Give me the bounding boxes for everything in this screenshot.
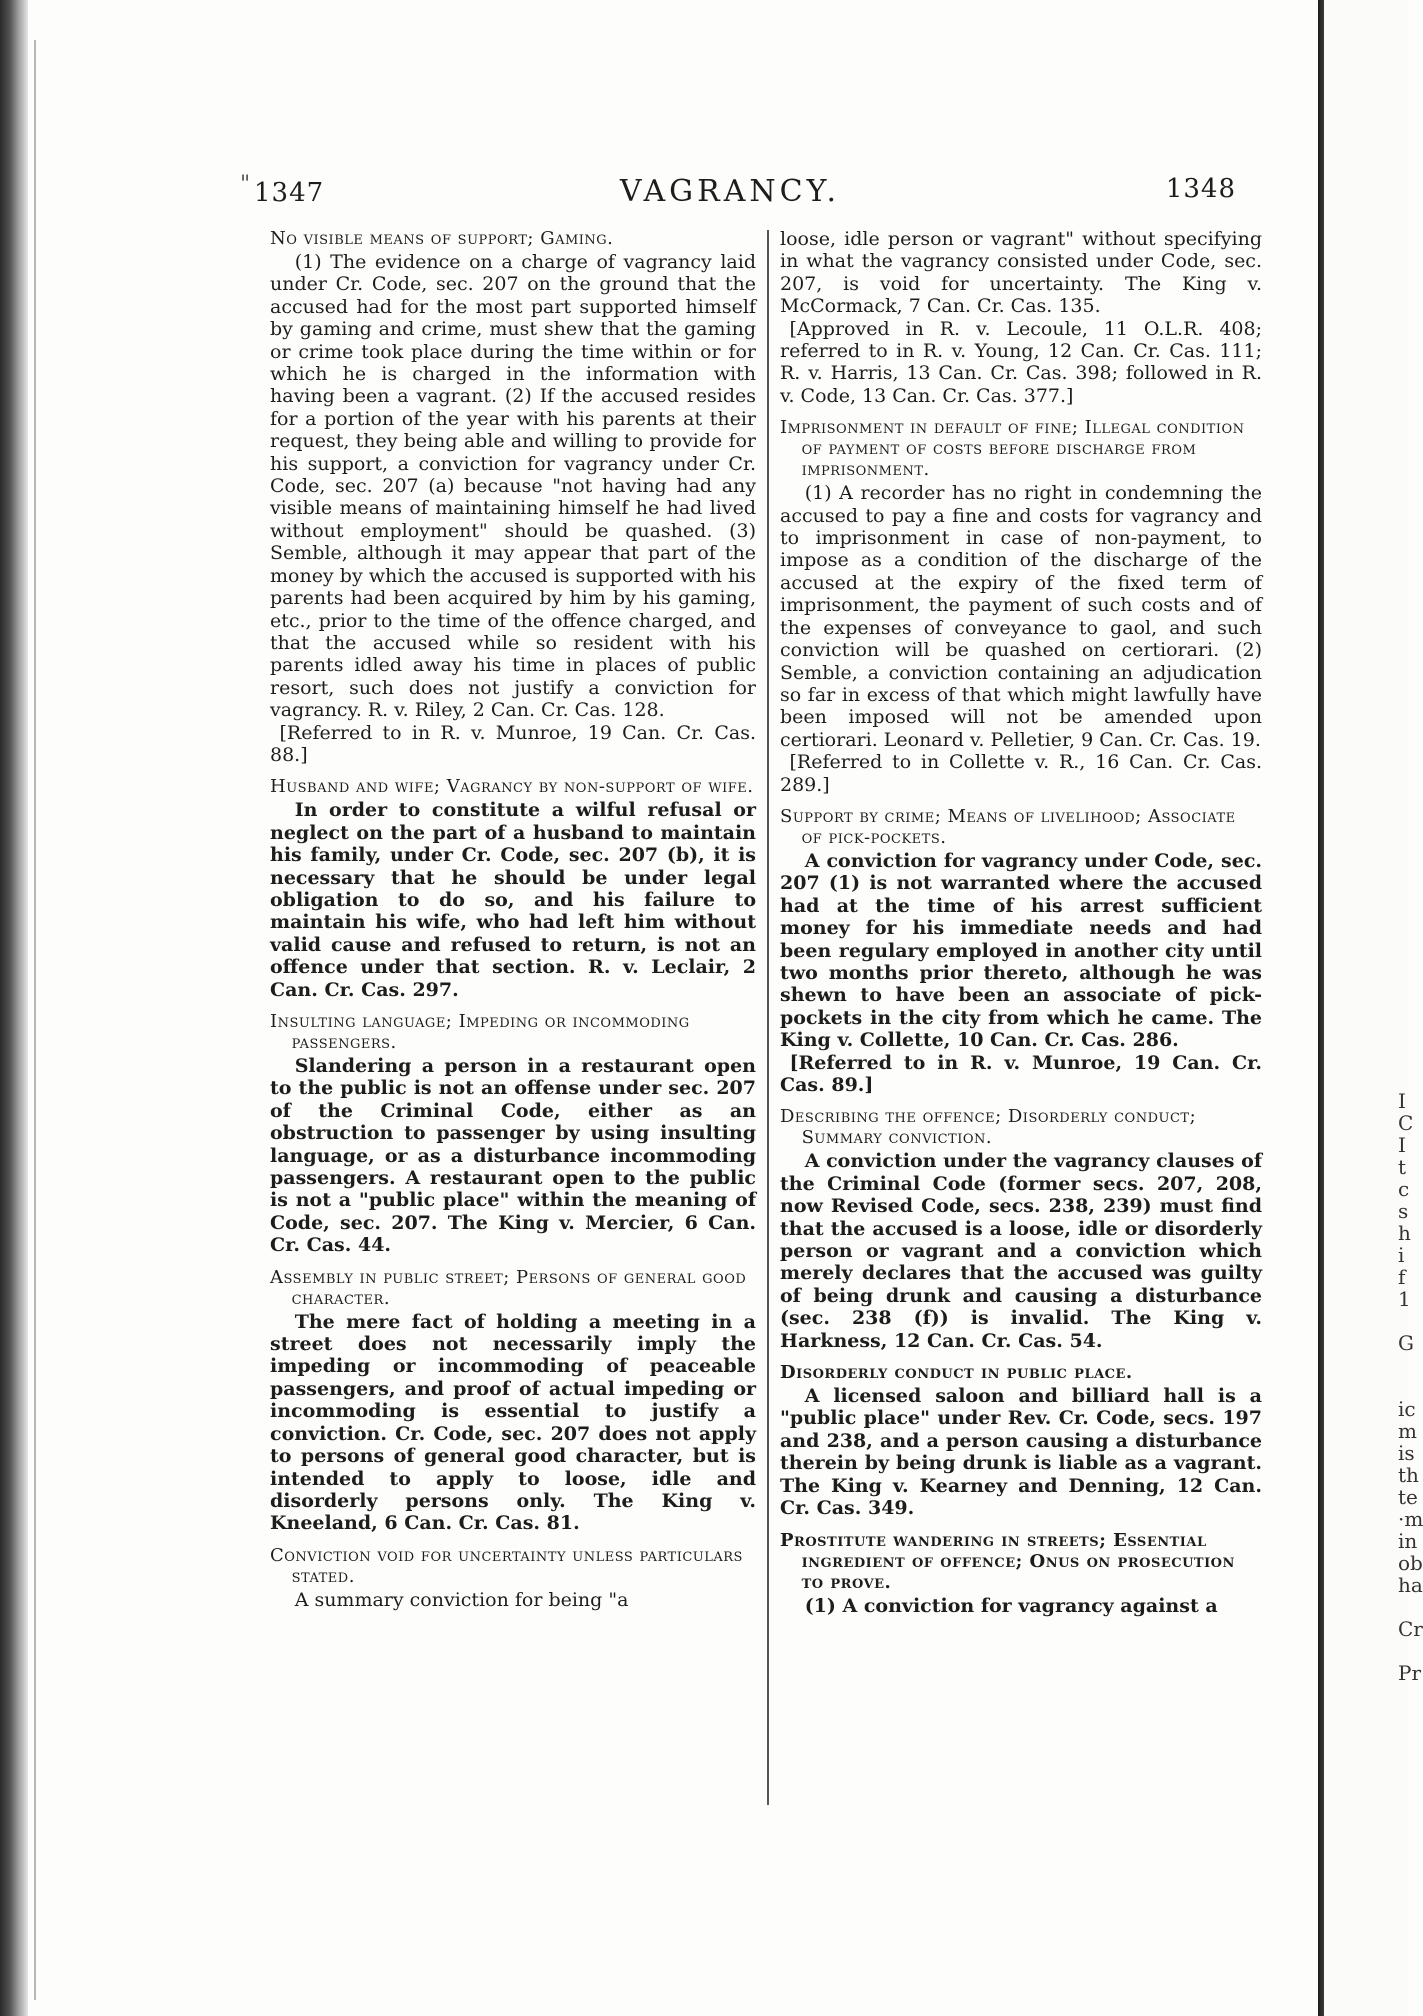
book-binding-edge [0, 0, 28, 2016]
section-heading: Insulting language; Impeding or incommoding passengers. [270, 1011, 690, 1053]
section-heading: Describing the offence; Disorderly conduct; Summary conviction. [780, 1106, 1197, 1149]
page-mark: " [240, 172, 251, 197]
section-text: A summary conviction for being "a [294, 1588, 629, 1611]
section-heading: Support by crime; Means of livelihood; Associate of pick-pockets. [780, 805, 1236, 848]
section-text: A conviction for vagrancy under Code, sec. 207 (1) is not warranted where the accused had at the time of his arrest sufficient money for his immediate needs and had been regulary employed in another city until two months prior thereto, although he was shewn to have been an associate of pick-pockets in the city from which he came. The King v. Collette, 10 Can. Cr. Cas. 286. [780, 849, 1262, 1052]
fragment: m [1398, 1419, 1417, 1443]
fragment: is [1398, 1441, 1415, 1465]
case-note: [Referred to in R. v. Munroe, 19 Can. Cr. Cas. 88.] [270, 721, 756, 766]
fragment: f [1398, 1265, 1406, 1289]
page-number-right: 1348 [1165, 174, 1236, 204]
fragment: ic [1398, 1397, 1416, 1421]
fragment [1398, 1354, 1408, 1376]
fragment: ob [1398, 1551, 1423, 1575]
fragment: s [1398, 1199, 1409, 1223]
section-text: The mere fact of holding a meeting in a street does not necessarily imply the impeding or incommoding of peaceable passengers, and proof of actual impeding or incommoding is essential to justify a conviction. Cr. Code, sec. 207 does not apply to persons of general good character, but is intended to apply to loose, idle and disorderly persons only. The King v. Kneeland, 6 Can. Cr. Cas. 81. [270, 1310, 756, 1535]
fragment [1398, 1310, 1408, 1332]
fragment: c [1398, 1177, 1410, 1201]
section-heading: Prostitute wandering in streets; Essential ingredient of offence; Onus on prosecution to prove. [780, 1529, 1235, 1593]
fragment: 1 [1398, 1287, 1411, 1311]
fragment: I [1398, 1089, 1406, 1113]
case-note: [Referred to in R. v. Munroe, 19 Can. Cr. Cas. 89.] [780, 1051, 1262, 1096]
fragment: Pr [1398, 1661, 1422, 1685]
fragment: ·m [1398, 1507, 1423, 1531]
fragment: ha [1398, 1573, 1423, 1597]
section-text: (1) A recorder has no right in condemning the accused to pay a fine and costs for vagrancy and to imprisonment in case of non-payment, to impose as a condition of the discharge of the accused at the expiry of the fixed term of imprisonment, the payment of such costs and of the expenses of conveyance to gaol, and such conviction will be quashed on certiorari. (2) Semble, a conviction containing an adjudication so far in excess of that which might lawfully have been imposed will not be amended upon certiorari. Leonard v. Pelletier, 9 Can. Cr. Cas. 19. [780, 482, 1262, 751]
case-note: [Approved in R. v. Lecoule, 11 O.L.R. 408; referred to in R. v. Young, 12 Can. Cr. Cas. 111; R. v. Harris, 13 Can. Cr. Cas. 398; followed in R. v. Code, 13 Can. Cr. Cas. 377.] [780, 317, 1262, 407]
section-heading: No visible means of support; Gaming. [270, 228, 614, 249]
fragment: C [1398, 1111, 1414, 1135]
section-heading: Imprisonment in default of fine; Illegal condition of payment of costs before discharge from imprisonment. [780, 417, 1245, 481]
fragment [1398, 1596, 1408, 1618]
section-text: (1) The evidence on a charge of vagrancy laid under Cr. Code, sec. 207 on the ground that the accused had for the most part supported himself by gaming and crime, must shew that the gaming or crime took place during the time within or for which he is charged in the information with having been a vagrant. (2) If the accused resides for a portion of the year with his parents at their request, they being able and willing to provide for his support, a conviction for vagrancy under Cr. Code, sec. 207 (a) because "not having had any visible means of maintaining himself he had lived without employment" should be quashed. (3) Semble, although it may appear that part of the money by which the accused is supported with his parents had been acquired by him by his gaming, etc., prior to the time of the offence charged, and that the accused while so resident with his parents idled away his time in places of public resort, such does not justify a conviction for vagrancy. R. v. Riley, 2 Can. Cr. Cas. 128. [270, 251, 756, 722]
section-text: In order to constitute a wilful refusal or neglect on the part of a husband to maintain his family, under Cr. Code, sec. 207 (b), it is necessary that he should be under legal obligation to do so, and his failure to maintain his wife, who had left him without valid cause and refused to return, is not an offence under that section. R. v. Leclair, 2 Can. Cr. Cas. 297. [270, 799, 756, 1001]
fragment [1398, 1640, 1408, 1662]
fragment: t [1398, 1155, 1407, 1179]
page-title: VAGRANCY. [619, 174, 841, 209]
fragment: te [1398, 1485, 1418, 1509]
case-note: [Referred to in Collette v. R., 16 Can. Cr. Cas. 289.] [780, 751, 1262, 796]
fragment: i [1398, 1243, 1405, 1267]
fragment: Cr [1398, 1617, 1423, 1641]
fragment: th [1398, 1463, 1419, 1487]
fragment: h [1398, 1221, 1411, 1245]
section-heading: Disorderly conduct in public place. [780, 1362, 1133, 1384]
page-header [224, 174, 1236, 214]
facing-page-fragments [1398, 1089, 1423, 1685]
right-column [780, 228, 1262, 1617]
fragment [1398, 1376, 1408, 1398]
fragment: in [1398, 1529, 1418, 1553]
section-text-continued: loose, idle person or vagrant" without specifying in what the vagrancy consisted under Code, sec. 207, is void for uncertainty. The King v. McCormack, 7 Can. Cr. Cas. 135. [780, 228, 1262, 318]
fragment: I [1398, 1133, 1406, 1157]
section-text: A licensed saloon and billiard hall is a "public place" under Rev. Cr. Code, secs. 197 and 238, and a person causing a disturbance therein by being drunk is liable as a vagrant. The King v. Kearney and Denning, 12 Can. Cr. Cas. 349. [780, 1385, 1262, 1520]
page-gutter-line [34, 40, 36, 2000]
section-text: (1) A conviction for vagrancy against a [804, 1594, 1218, 1617]
facing-page-edge [1318, 0, 1324, 2016]
left-column [270, 228, 756, 1611]
section-heading: Husband and wife; Vagrancy by non-support of wife. [270, 776, 754, 798]
section-text: A conviction under the vagrancy clauses of the Criminal Code (former secs. 207, 208, now Revised Code, secs. 238, 239) must find that the accused is a loose, idle or disorderly person or vagrant and a conviction which merely declares that the accused was guilty of being drunk and causing a disturbance (sec. 238 (f)) is invalid. The King v. Harkness, 12 Can. Cr. Cas. 54. [780, 1150, 1262, 1352]
column-divider [767, 230, 769, 1805]
fragment: G [1398, 1331, 1414, 1355]
section-heading: Assembly in public street; Persons of general good character. [270, 1266, 747, 1309]
section-text: Slandering a person in a restaurant open to the public is not an offense under sec. 207 of the Criminal Code, either as an obstruction to passenger by using insulting language, or as a disturbance incommoding passengers. A restaurant open to the public is not a "public place" within the meaning of Code, sec. 207. The King v. Mercier, 6 Can. Cr. Cas. 44. [270, 1055, 756, 1257]
page-number-left: 1347 [254, 178, 325, 208]
section-heading: Conviction void for uncertainty unless particulars stated. [270, 1544, 743, 1587]
